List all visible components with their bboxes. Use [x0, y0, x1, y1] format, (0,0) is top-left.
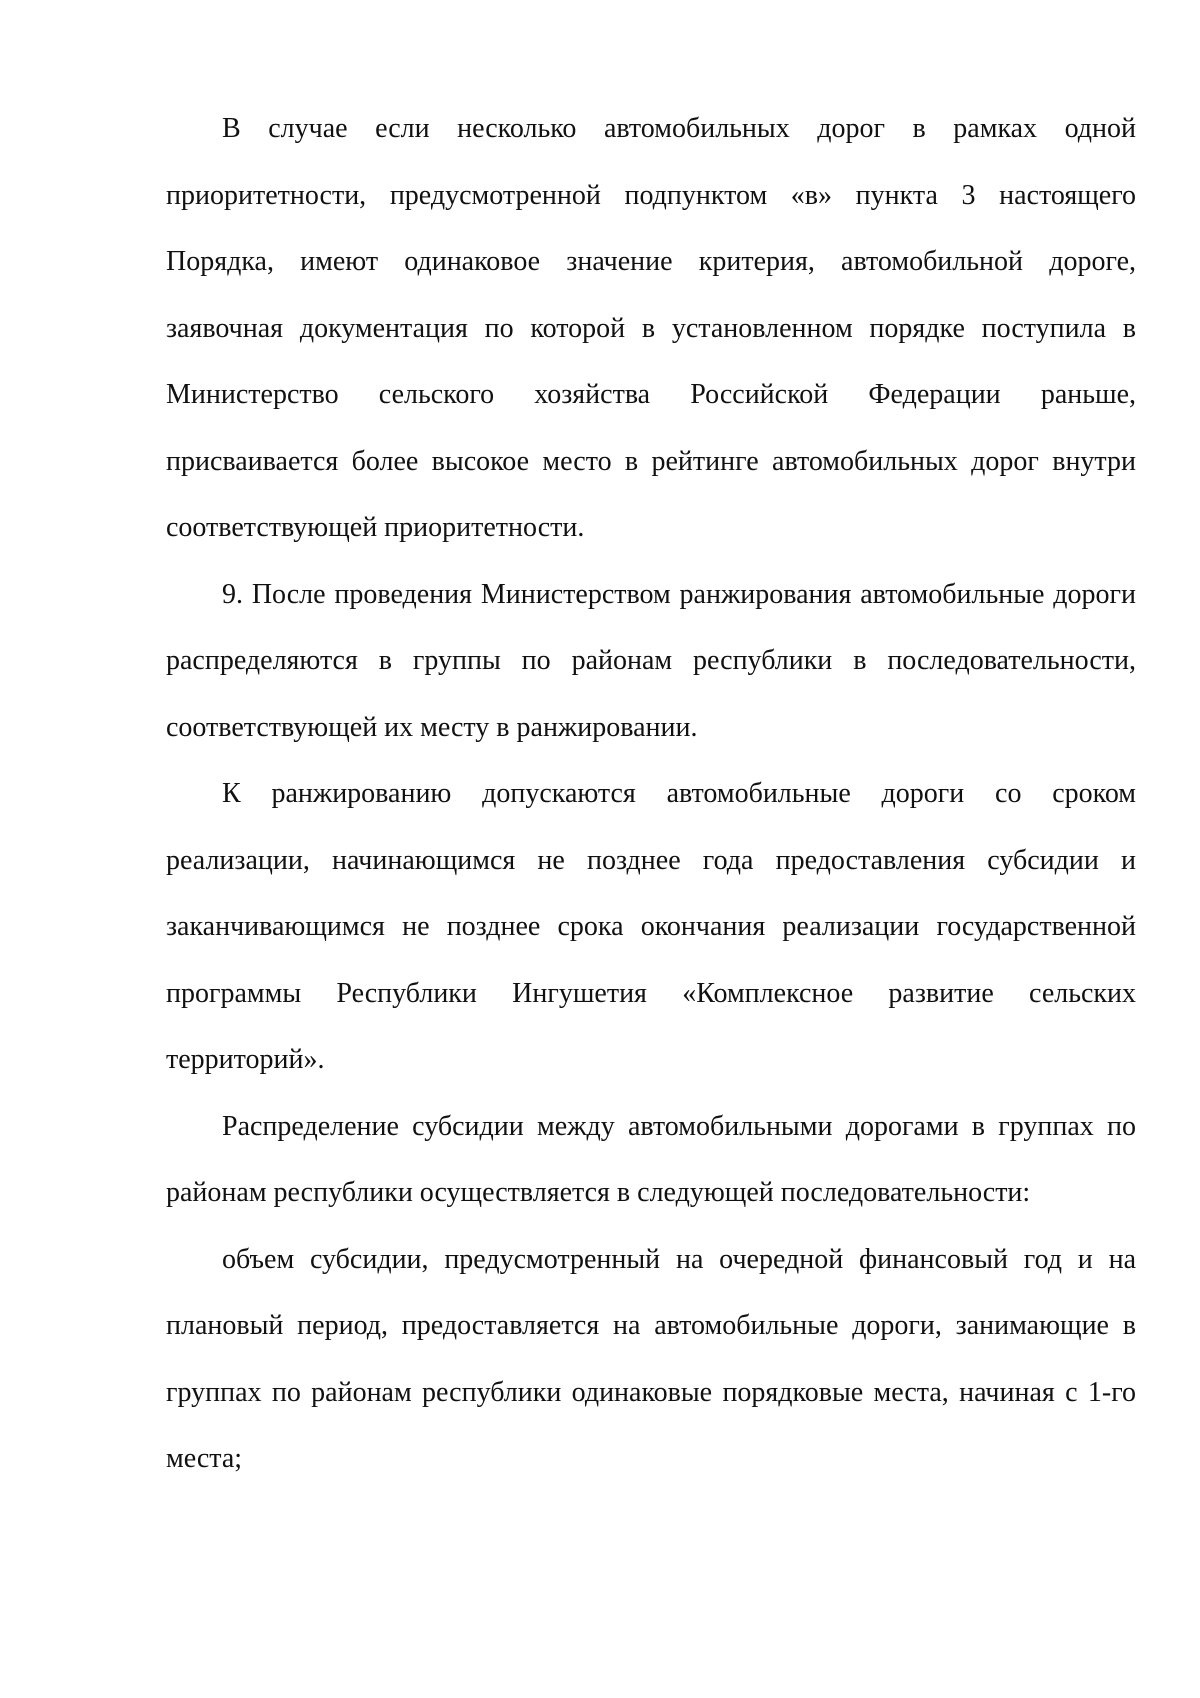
paragraph-9-distribution: 9. После проведения Министерством ранжирования автомобильные дороги распределяются в группы по районам республики в последовательности, соответствующей их месту в ранжировании. [166, 578, 1136, 743]
paragraph-ranking-admission: К ранжированию допускаются автомобильные дороги со сроком реализации, начинающимся не позднее года предоставления субсидии и заканчивающимся не позднее срока окончания реализации государственной программы Республики Ингушетия «Комплексное развитие сельских территорий». [166, 778, 1136, 1075]
paragraph-priority-ties: В случае если несколько автомобильных дорог в рамках одной приоритетности, предусмотренной подпунктом «в» пункта 3 настоящего Порядка, имеют одинаковое значение критерия, автомобильной дороге, заявочная документация по которой в установленном порядке поступила в Министерство сельского хозяйства Российской Федерации раньше, присваивается более высокое место в рейтинге автомобильных дорог внутри соответствующей приоритетности. [166, 113, 1136, 543]
paragraph-subsidy-volume: объем субсидии, предусмотренный на очередной финансовый год и на плановый период, предоставляется на автомобильные дороги, занимающие в группах по районам республики одинаковые порядковые места, начиная с 1-го места; [166, 1243, 1136, 1474]
document-page [166, 96, 1136, 1493]
paragraph-subsidy-distribution: Распределение субсидии между автомобильными дорогами в группах по районам республики осуществляется в следующей последовательности: [166, 1110, 1136, 1208]
